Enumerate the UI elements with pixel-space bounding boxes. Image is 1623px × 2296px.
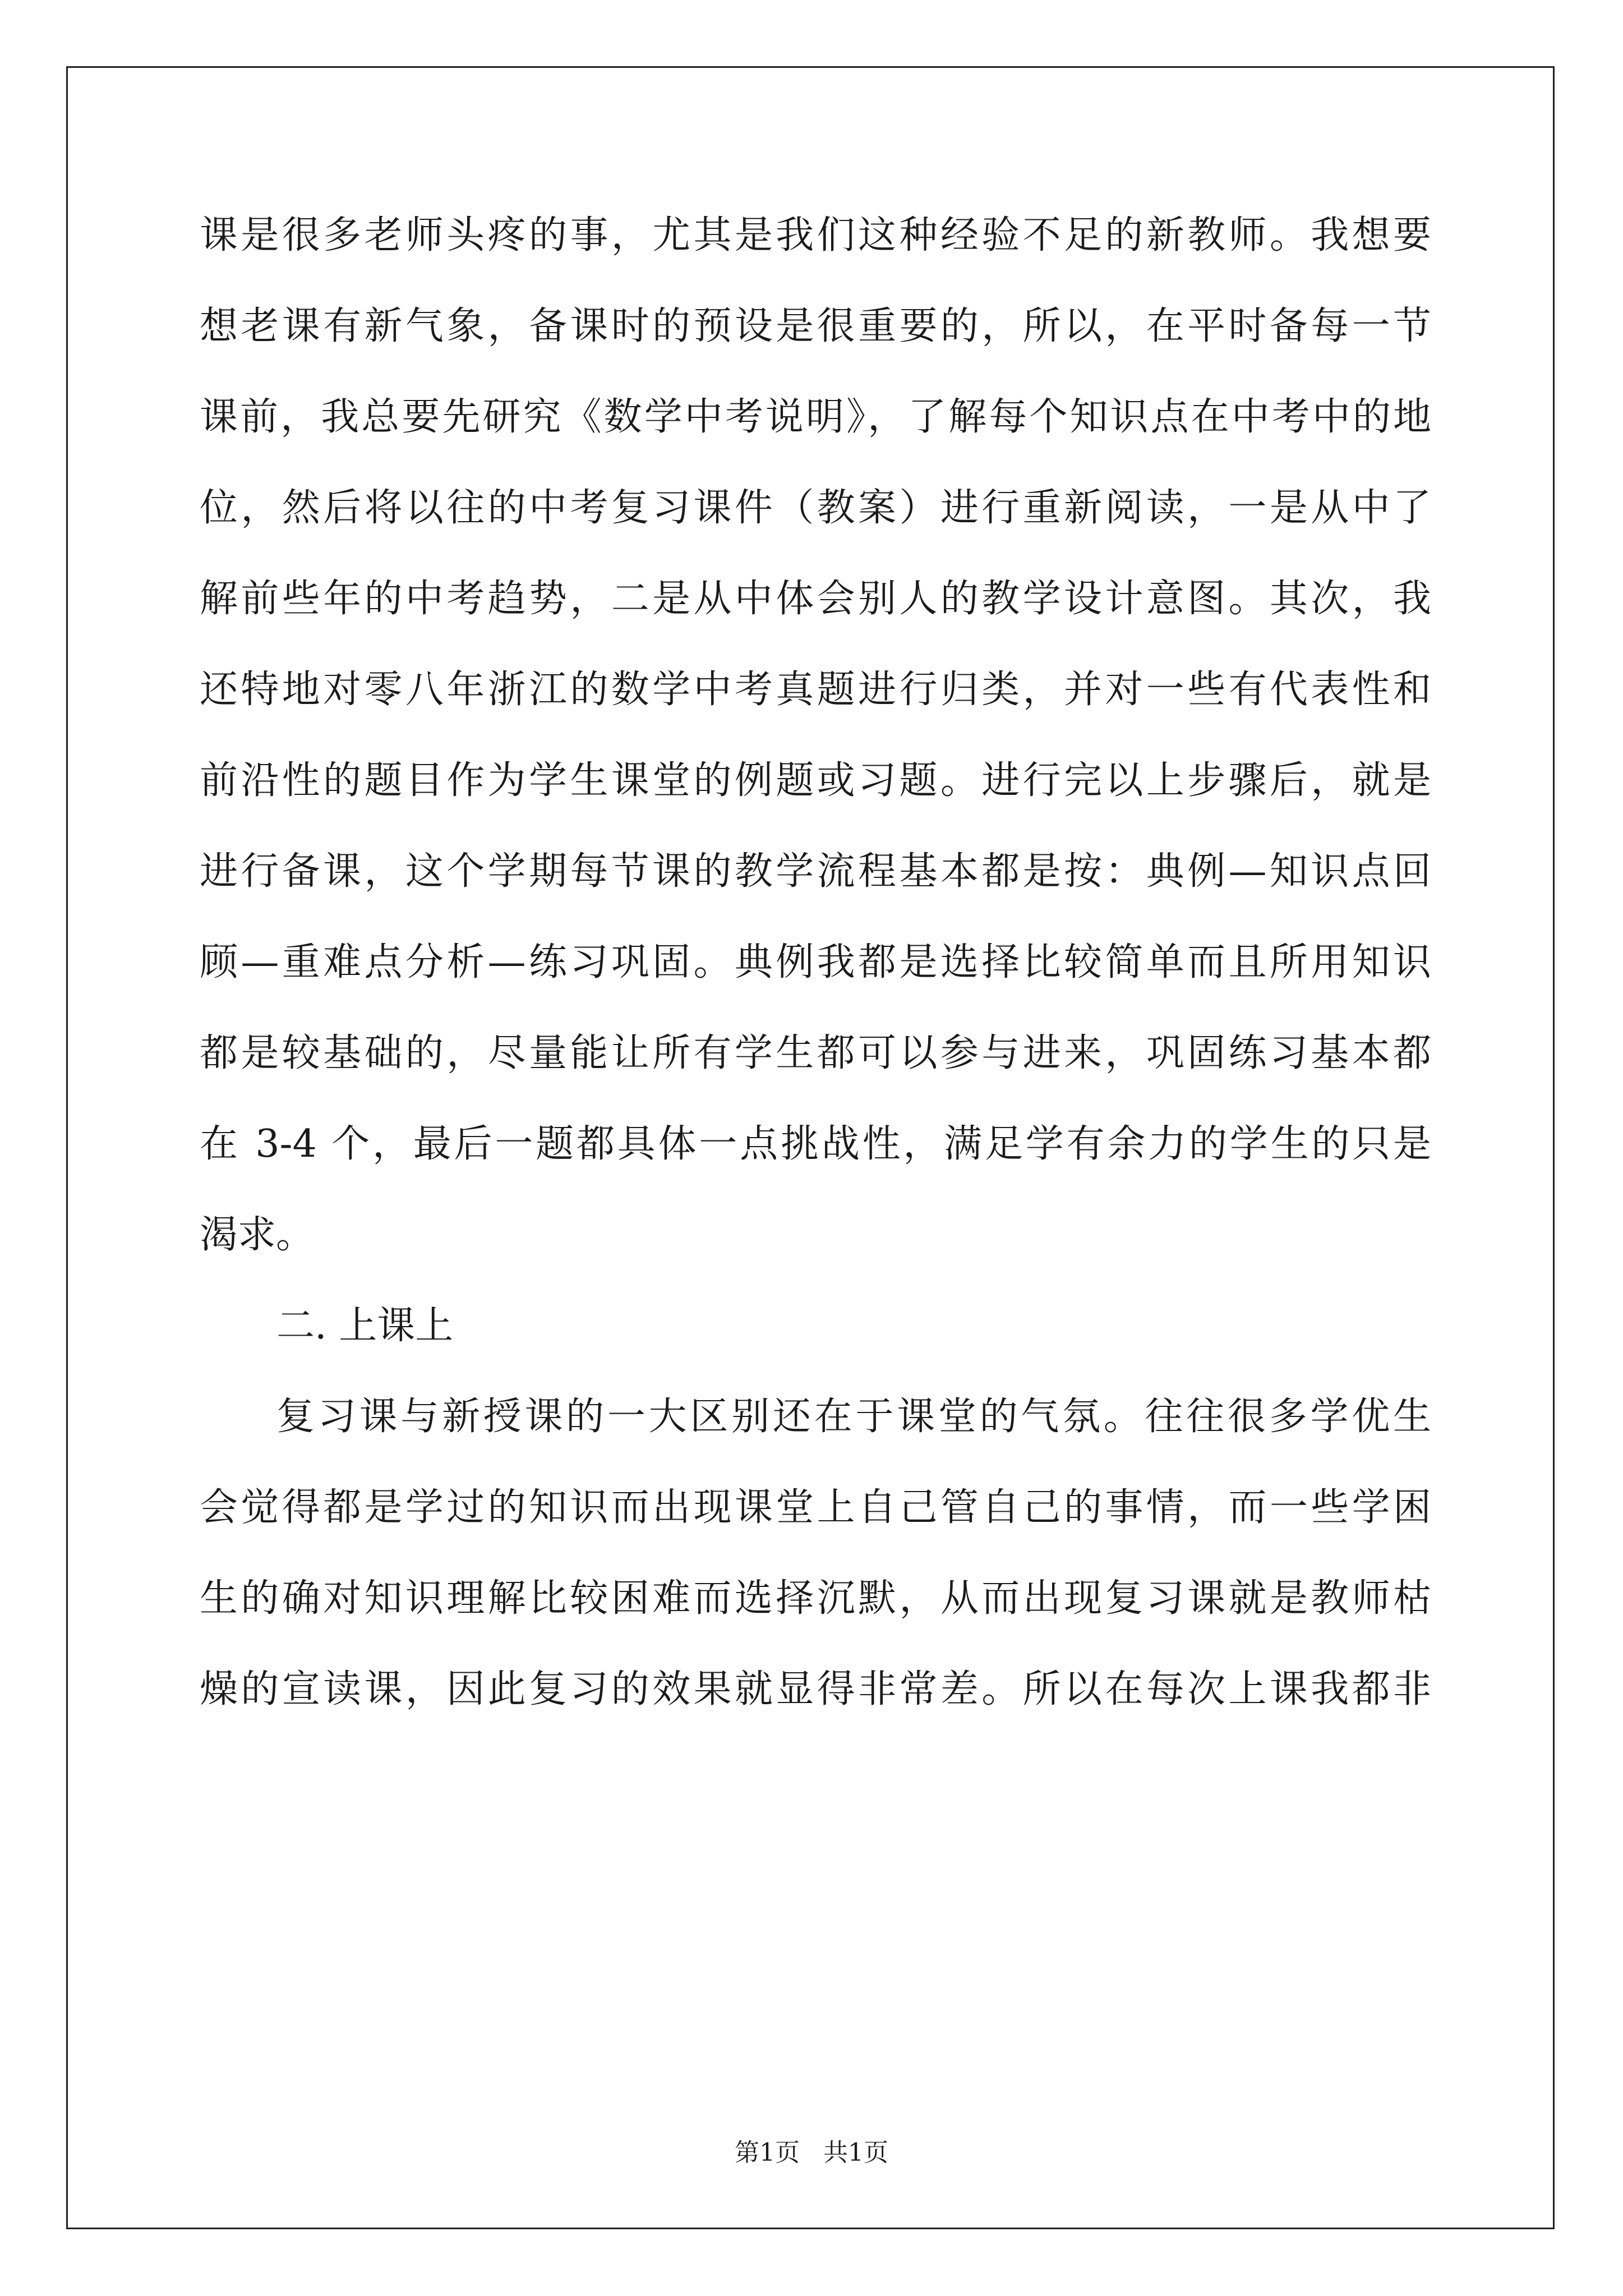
page-footer: 第1页 共1页 [735, 2138, 888, 2167]
text-line: 复习课与新授课的一大区别还在于课堂的气氛。往往很多学优生 [276, 1395, 1431, 1439]
text-line: 想老课有新气象，备课时的预设是很重要的，所以，在平时备每一节 [200, 304, 1431, 348]
text-line: 会觉得都是学过的知识而出现课堂上自己管自己的事情，而一些学困 [200, 1485, 1431, 1530]
text-line: 解前些年的中考趋势，二是从中体会别人的教学设计意图。其次，我 [200, 577, 1431, 621]
text-line: 前沿性的题目作为学生课堂的例题或习题。进行完以上步骤后，就是 [200, 758, 1431, 803]
text-line: 生的确对知识理解比较困难而选择沉默，从而出现复习课就是教师枯 [200, 1576, 1431, 1621]
text-line: 还特地对零八年浙江的数学中考真题进行归类，并对一些有代表性和 [200, 668, 1431, 712]
text-line: 位，然后将以往的中考复习课件（教案）进行重新阅读，一是从中了 [200, 486, 1431, 530]
text-line: 课是很多老师头疼的事，尤其是我们这种经验不足的新教师。我想要 [200, 213, 1431, 257]
text-line: 渴求。 [200, 1213, 315, 1257]
text-line: 课前，我总要先研究《数学中考说明》，了解每个知识点在中考中的地 [200, 395, 1431, 439]
text-line: 进行备课，这个学期每节课的教学流程基本都是按：典例—知识点回 [200, 849, 1431, 894]
text-line: 都是较基础的，尽量能让所有学生都可以参与进来，巩固练习基本都 [200, 1031, 1431, 1075]
text-line: 在 3-4 个，最后一题都具体一点挑战性，满足学有余力的学生的只是 [200, 1122, 1431, 1166]
section-heading: 二. 上课上 [276, 1304, 454, 1348]
text-line: 燥的宣读课，因此复习的效果就显得非常差。所以在每次上课我都非 [200, 1667, 1431, 1711]
text-line: 顾—重难点分析—练习巩固。典例我都是选择比较简单而且所用知识 [200, 940, 1431, 984]
